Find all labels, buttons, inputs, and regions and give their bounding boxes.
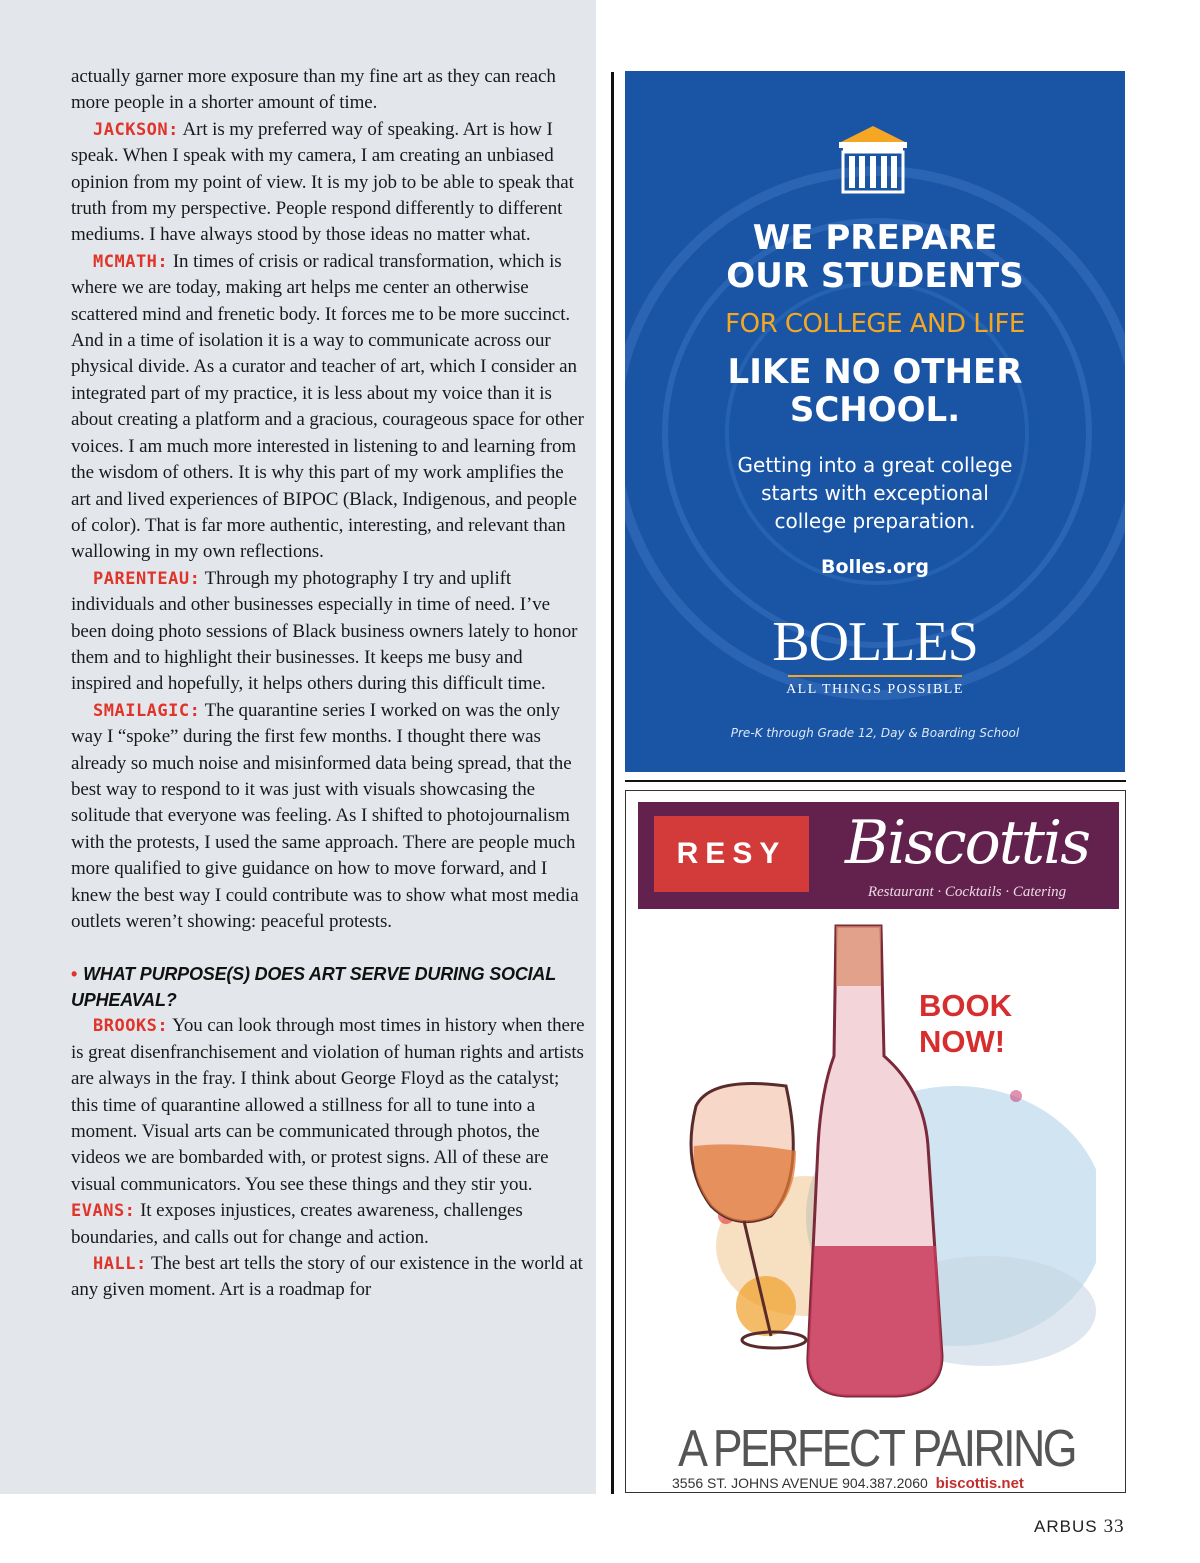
answer-mcmath (71, 249, 586, 566)
answer-text: The best art tells the story of our existence in the world at any given moment. Art is a roadmap for (71, 1253, 583, 1301)
ad-subtext: Getting into a great college (737, 453, 1013, 477)
answer-text: Art is my preferred way of speaking. Art is how I speak. When I speak with my camera, I am creating an unbiased opinion from my point of view. It is my job to be able to speak that truth from my perspective. People respond differently to different mediums. I have always stood by those ideas no matter what. (71, 118, 574, 246)
resy-logo: RESY (654, 816, 809, 892)
biscottis-logo: Biscottis (844, 808, 1089, 878)
book-now-cta[interactable]: BOOK NOW! (919, 988, 1012, 1059)
speaker-name: PARENTEAU: (93, 568, 201, 589)
ad-subtext: college preparation. (774, 509, 976, 533)
bolles-website-link[interactable]: Bolles.org (821, 556, 929, 578)
question-text: WHAT PURPOSE(S) DOES ART SERVE DURING SOCIAL UPHEAVAL? (71, 964, 556, 1011)
ad-accent-line: FOR COLLEGE AND LIFE (725, 309, 1025, 339)
logo-divider (788, 675, 962, 677)
interview-question (71, 961, 586, 1013)
speaker-name: HALL: (93, 1254, 147, 1275)
answer-text: You can look through most times in history when there is great disenfranchisement and violation of human rights and artists are always in the fray. I think about George Floyd as the catalyst; this time of quarantine allowed a stillness for all to tune into a moment. Visual arts can be communicated through photos, the videos we are bombarded with, or protest signs. All of these are visual communicators. You see these things and they stir you. (71, 1015, 585, 1195)
ad-headline: LIKE NO OTHER (727, 352, 1023, 392)
article-paragraph: actually garner more exposure than my fine art as they can reach more people in a shorter amount of time. (71, 66, 556, 114)
bolles-tagline: ALL THINGS POSSIBLE (786, 682, 964, 697)
answer-text: In times of crisis or radical transformation, which is where we are today, making art helps me center an otherwise scattered mind and frenetic body. It forces me to be more succinct. And in a time of isolation it is a way to communicate across our physical divide. As a curator and teacher of art, which I consider an integrated part of my practice, it is less about my voice than it is about creating a platform and a gracious, courageous space for other voices. I am much more interested in listening to and learning from the wisdom of others. It is why this part of my work amplifies the art and lived experiences of BIPOC (Black, Indigenous, and people of color). That is far more authentic, interesting, and relevant than wallowing in my own reflections. (71, 250, 584, 563)
speaker-name: JACKSON: (93, 119, 179, 140)
ad-footnote: Pre-K through Grade 12, Day & Boarding School (730, 726, 1020, 740)
answer-hall (71, 1251, 586, 1304)
answer-evans (71, 1198, 586, 1251)
page-folio (1034, 1516, 1125, 1538)
publication-name: ARBUS (1034, 1517, 1098, 1536)
speaker-name: MCMATH: (93, 251, 169, 272)
ad-headline: SCHOOL. (789, 390, 961, 430)
bullet-icon: • (71, 964, 78, 985)
bolles-logo: BOLLES (772, 611, 978, 673)
ad-subtext: starts with exceptional (761, 481, 989, 505)
ad-headline: OUR STUDENTS (726, 256, 1024, 296)
biscottis-subtitle: Restaurant · Cocktails · Catering (867, 884, 1067, 900)
answer-jackson (71, 117, 586, 249)
biscottis-website-link[interactable]: biscottis.net (935, 1475, 1024, 1492)
column-divider (611, 72, 614, 1494)
address-text: 3556 ST. JOHNS AVENUE 904.387.2060 (672, 1475, 928, 1491)
speaker-name: SMAILAGIC: (93, 700, 201, 721)
speaker-name: BROOKS: (93, 1016, 169, 1037)
ad-headline: WE PREPARE (752, 218, 998, 258)
answer-text: It exposes injustices, creates awareness, challenges boundaries, and calls out for change and action. (71, 1200, 523, 1248)
ad-slogan: A PERFECT PAIRING (678, 1420, 1075, 1478)
page-number: 33 (1103, 1516, 1125, 1537)
school-building-icon (835, 124, 911, 196)
ad-divider (625, 780, 1126, 782)
ad-banner (638, 802, 1119, 909)
answer-brooks (71, 1013, 586, 1198)
bolles-advertisement[interactable] (625, 71, 1125, 772)
answer-parenteau (71, 566, 586, 698)
speaker-name: EVANS: (71, 1201, 136, 1222)
article-body (71, 64, 586, 1304)
answer-text: Through my photography I try and uplift individuals and other businesses especially in time of need. I’ve been doing photo sessions of Black business owners lately to honor them and to highlight their businesses. It keeps me busy and inspired and hopefully, it helps others during this difficult time. (71, 567, 578, 695)
answer-smailagic (71, 698, 586, 936)
restaurant-address (672, 1475, 1024, 1492)
biscottis-advertisement[interactable] (625, 790, 1126, 1493)
answer-text: The quarantine series I worked on was the only way I “spoke” during the first few months. I thought there was already so much noise and misinformed data being spread, that the best way to respond to it was just with visuals showcasing the solitude that everyone was feeling. As I shifted to photojournalism with the protests, I used the same approach. There are people much more qualified to give guidance on how to move forward, and I knew the best way I could contribute was to show what most media outlets weren’t showing: peaceful protests. (71, 699, 579, 932)
